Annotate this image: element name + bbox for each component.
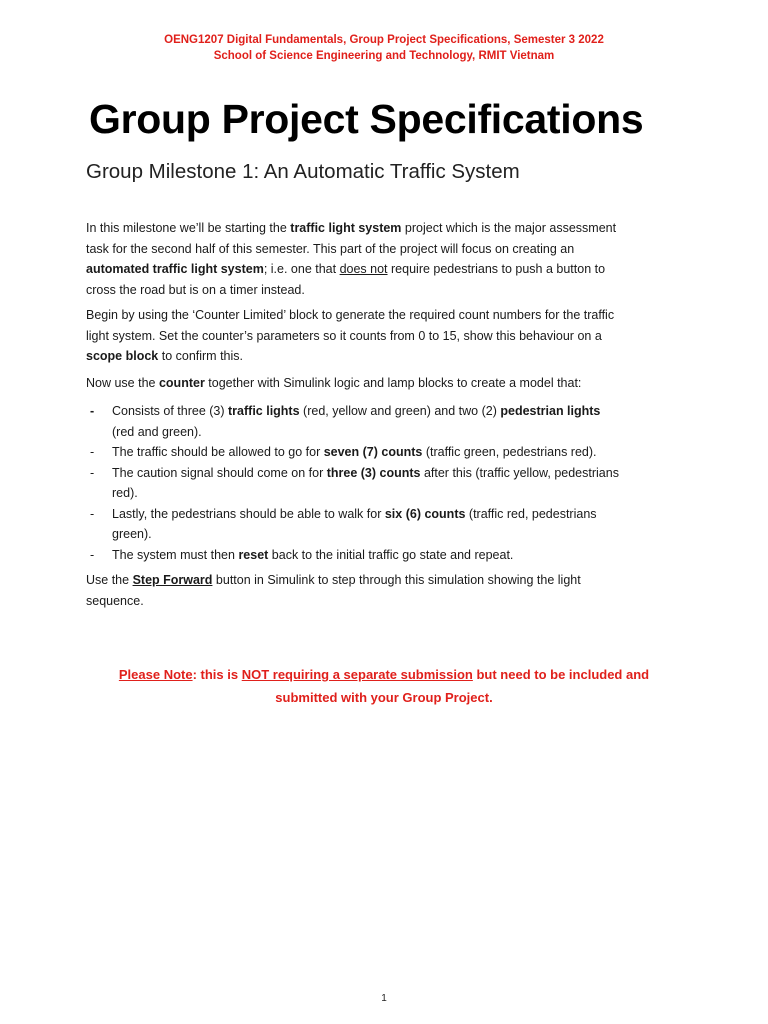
bold-term: reset <box>238 547 269 562</box>
text: Begin by using the ‘Counter Limited’ block to generate the required count numbers for the traffic light system. Set the counter’s parameters so it counts from 0 to 15, show this behaviour on a <box>86 308 615 343</box>
header-course-line: OENG1207 Digital Fundamentals, Group Project Specifications, Semester 3 2022 <box>164 34 604 46</box>
list-bullet: - <box>90 404 95 418</box>
text: button in Simulink to step through this simulation showing the light sequence. <box>86 573 581 608</box>
bold-term: automated traffic light system <box>86 262 264 276</box>
milestone-heading: Group Milestone 1: An Automatic Traffic System <box>86 160 520 183</box>
list-bullet: - <box>90 547 95 562</box>
bold-term: traffic lights <box>228 404 300 418</box>
text: (traffic red, pedestrians green). <box>112 506 597 541</box>
text: Lastly, the pedestrians should be able to walk for <box>112 506 385 521</box>
counter-paragraph <box>86 305 626 367</box>
list-item-text <box>112 545 626 566</box>
bold-term: seven (7) counts <box>323 445 423 459</box>
header-school-line: School of Science Engineering and Technology, RMIT Vietnam <box>213 50 555 62</box>
bold-term: three (3) counts <box>326 465 421 480</box>
note-emphasis: NOT requiring a separate submission <box>241 667 473 682</box>
text: (red, yellow and green) and two (2) <box>299 404 501 418</box>
bold-term: scope block <box>86 349 159 363</box>
list-item <box>86 545 626 566</box>
text: The system must then <box>112 547 239 562</box>
submission-note-line2: submitted with your Group Project. <box>275 690 493 705</box>
text: require pedestrians to push a button to cross the road but is on a timer instead. <box>86 262 606 297</box>
text: but need to be included and <box>472 667 650 682</box>
text: after this (traffic yellow, pedestrians red). <box>112 465 619 500</box>
list-item <box>86 401 626 442</box>
text: Consists of three (3) <box>112 404 229 418</box>
list-item-text <box>112 401 626 442</box>
list-item-text <box>112 504 626 545</box>
text: (red and green). <box>112 424 202 439</box>
text: The traffic should be allowed to go for <box>112 445 324 459</box>
intro-paragraph <box>86 218 626 300</box>
bold-term: six (6) counts <box>384 506 466 521</box>
submission-note <box>0 663 768 686</box>
text: project which is the major assessment task for the second half of this semester. This part of the project will focus on creating an <box>86 221 617 256</box>
list-item <box>86 442 626 463</box>
page-number: 1 <box>381 993 387 1004</box>
list-item <box>86 463 626 504</box>
list-bullet: - <box>90 465 95 480</box>
step-forward-paragraph <box>86 570 626 611</box>
list-bullet: - <box>90 506 95 521</box>
bold-term: pedestrian lights <box>500 404 601 418</box>
underlined-term: does not <box>339 262 388 276</box>
page-title: Group Project Specifications <box>89 96 644 142</box>
note-label: Please Note <box>118 667 193 682</box>
requirements-list <box>86 401 626 565</box>
text: In this milestone we’ll be starting the <box>86 221 291 235</box>
text: to confirm this. <box>158 349 243 363</box>
list-bullet: - <box>90 445 95 459</box>
bold-term: counter <box>158 376 205 390</box>
text: Use the <box>86 573 133 587</box>
text: together with Simulink logic and lamp blocks to create a model that: <box>204 376 582 390</box>
text: : this is <box>192 667 242 682</box>
text: back to the initial traffic go state and repeat. <box>268 547 514 562</box>
list-item-text <box>112 463 626 504</box>
text: (traffic green, pedestrians red). <box>422 445 597 459</box>
list-item-text <box>112 442 626 463</box>
step-forward-term: Step Forward <box>132 573 213 587</box>
text: Now use the <box>86 376 159 390</box>
bold-term: traffic light system <box>290 221 402 235</box>
text: The caution signal should come on for <box>112 465 327 480</box>
text: ; i.e. one that <box>263 262 340 276</box>
list-item <box>86 504 626 545</box>
model-intro-paragraph <box>86 373 626 394</box>
